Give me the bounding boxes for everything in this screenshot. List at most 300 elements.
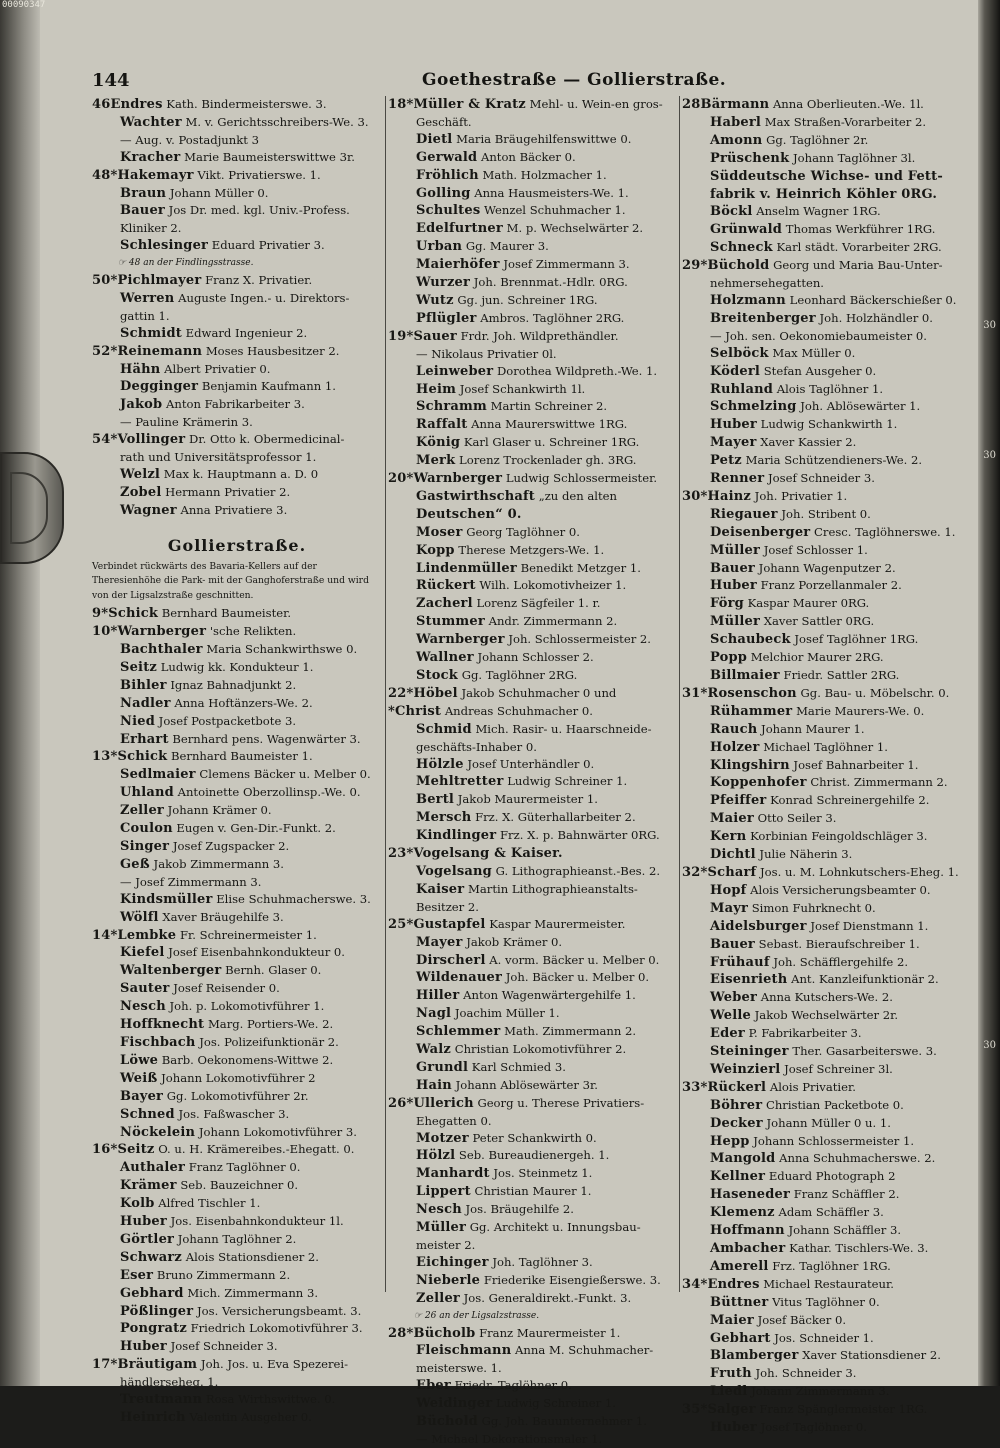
resident-name: Bayer: [120, 1088, 164, 1104]
resident-details: Thomas Werkführer 1RG.: [785, 222, 936, 237]
directory-entry: [682, 1312, 972, 1330]
resident-details: Anna Oberlieuten.-We. 1l.: [772, 97, 924, 111]
directory-entry: [682, 96, 972, 114]
resident-name: Gebhart: [710, 1330, 771, 1346]
entry-continuation: — Aug. v. Postadjunkt 3: [120, 132, 259, 147]
resident-details: Eduard Privatier 3.: [211, 238, 325, 253]
resident-details: Frz. X. Güterhallarbeiter 2.: [475, 810, 636, 825]
resident-name: Kindsmüller: [120, 891, 213, 907]
directory-entry: [92, 731, 382, 749]
resident-name: Görtler: [120, 1231, 175, 1247]
resident-name: Holzmann: [710, 292, 786, 308]
resident-details: Friederike Eisengießerswe. 3.: [483, 1272, 661, 1287]
resident-details: Josef Bahnarbeiter 1.: [793, 757, 919, 772]
directory-entry: [92, 909, 382, 927]
resident-name: Nesch: [120, 999, 166, 1015]
resident-details: 'sche Relikten.: [209, 624, 297, 639]
resident-details: Gg. Maurer 3.: [465, 239, 549, 254]
house-number: 31*: [682, 685, 708, 701]
resident-details: Leonhard Bäckerschießer 0.: [789, 292, 957, 307]
directory-entry: [388, 185, 678, 203]
resident-details: „zu den alten: [538, 488, 617, 503]
resident-details: Georg Taglöhner 0.: [466, 524, 580, 539]
directory-entry: [682, 1025, 972, 1043]
resident-details: Dorothea Wildpreth.-We. 1.: [496, 363, 658, 378]
resident-details: Jos. Generaldirekt.-Funkt. 3.: [463, 1290, 632, 1305]
resident-details: O. u. H. Krämereibes.-Ehegatt. 0.: [158, 1142, 355, 1157]
resident-name: Wildenauer: [416, 970, 503, 986]
resident-details: Josef Postpacketbote 3.: [158, 713, 297, 728]
resident-details: Lorenz Trockenlader gh. 3RG.: [459, 453, 637, 468]
resident-name: Nöckelein: [120, 1124, 196, 1140]
resident-name: Gebhard: [120, 1285, 184, 1301]
directory-entry: [682, 132, 972, 150]
resident-details: Joh. Schneider 3.: [755, 1366, 857, 1381]
directory-entry: [682, 239, 972, 257]
resident-details: Melchior Maurer 2RG.: [750, 650, 884, 665]
directory-entry: [682, 1276, 972, 1294]
directory-entry: [388, 1325, 678, 1343]
directory-entry: [388, 881, 678, 899]
directory-entry: [388, 452, 678, 470]
resident-name: Köderl: [710, 363, 761, 379]
directory-entry: [682, 1330, 972, 1348]
directory-entry: [92, 1124, 382, 1142]
resident-name: Blamberger: [710, 1348, 799, 1364]
resident-details: Benjamin Kaufmann 1.: [201, 379, 336, 394]
resident-details: Anton Bäcker 0.: [480, 149, 576, 164]
resident-details: Jos. Versicherungsbeamt. 3.: [197, 1303, 362, 1318]
resident-details: Moses Hausbesitzer 2.: [205, 343, 340, 358]
resident-details: Alois Taglöhner 1.: [776, 381, 884, 396]
resident-name: Löwe: [120, 1052, 159, 1068]
house-number: 48*: [92, 167, 118, 183]
directory-entry: [92, 502, 382, 520]
directory-entry: [682, 828, 972, 846]
directory-entry: [92, 802, 382, 820]
page-header: [92, 70, 960, 94]
resident-name: Holzer: [710, 739, 760, 755]
resident-details: Johann Zimmermann 3.: [751, 1384, 890, 1399]
resident-name: Endres: [707, 1276, 760, 1292]
resident-name: Mayer: [416, 934, 463, 950]
resident-details: Joachim Müller 1.: [454, 1006, 560, 1021]
house-number: 17*: [92, 1357, 118, 1373]
directory-entry: [388, 969, 678, 987]
resident-details: Joh. Privatier 1.: [754, 488, 848, 503]
directory-entry: [92, 290, 382, 308]
entry-continuation: Ehegatten 0.: [416, 1113, 492, 1128]
resident-details: Kathar. Tischlers-We. 3.: [789, 1241, 929, 1255]
resident-details: Hermann Privatier 2.: [165, 484, 291, 499]
resident-details: Alfred Tischler 1.: [158, 1196, 261, 1211]
resident-name: Riegauer: [710, 506, 778, 522]
resident-details: Math. Holzmacher 1.: [482, 167, 607, 182]
directory-entry: [682, 703, 972, 721]
resident-details: Max k. Hauptmann a. D. 0: [163, 467, 319, 482]
resident-name: Maier: [710, 1312, 754, 1328]
directory-entry: [682, 114, 972, 132]
directory-entry: [92, 149, 382, 167]
resident-name: Ullerich: [413, 1095, 474, 1111]
resident-name: Hain: [416, 1077, 452, 1093]
resident-details: Johann Müller 0 u. 1.: [766, 1115, 891, 1130]
resident-details: Wilh. Lokomotivheizer 1.: [479, 578, 627, 593]
entry-continuation: Kliniker 2.: [120, 221, 182, 236]
resident-name: Erhart: [120, 731, 169, 747]
directory-entry: [92, 272, 382, 290]
edge-mark: 30: [983, 1040, 996, 1051]
directory-entry: [682, 882, 972, 900]
resident-details: Ludwig Schreiner 1.: [507, 774, 628, 789]
resident-details: Josef Zimmermann 3.: [503, 257, 630, 272]
resident-name: Eber: [416, 1378, 451, 1394]
resident-details: Johann Taglöhner 3l.: [792, 150, 916, 165]
directory-entry: [388, 773, 678, 791]
resident-details: Karl Schmied 3.: [471, 1059, 566, 1074]
house-number: 18*: [388, 97, 414, 112]
directory-entry: [92, 1231, 382, 1249]
resident-name: Huber: [710, 417, 757, 433]
resident-details: Alois Versicherungsbeamter 0.: [750, 882, 931, 897]
resident-name: Zobel: [120, 484, 162, 500]
house-number: 23*: [388, 846, 414, 862]
directory-entry: [92, 998, 382, 1016]
resident-name: Popp: [710, 650, 748, 666]
directory-entry: [92, 1177, 382, 1195]
directory-entry: [388, 756, 678, 774]
column-2: [388, 96, 678, 1448]
resident-details: Joh. Holzhändler 0.: [819, 310, 933, 325]
resident-details: Frz. Taglöhner 1RG.: [772, 1258, 891, 1273]
directory-entry: [92, 1034, 382, 1052]
resident-details: Gg. Lokomotivführer 2r.: [166, 1088, 309, 1103]
resident-name: Waltenberger: [120, 963, 222, 979]
house-number: 16*: [92, 1142, 118, 1158]
resident-name: Bärmann: [700, 97, 770, 112]
resident-name: Bihler: [120, 677, 167, 693]
directory-entry: [92, 1391, 382, 1409]
resident-name: Höbel: [413, 685, 458, 701]
directory-entry: [682, 292, 972, 310]
resident-details: Dr. Otto k. Obermedicinal-: [189, 432, 345, 447]
resident-name: Dirscherl: [416, 952, 486, 968]
resident-name: Büchold: [707, 258, 770, 274]
resident-details: Joh. Bäcker u. Melber 0.: [505, 970, 650, 985]
resident-name: Zeller: [416, 1290, 460, 1306]
business-name: Deutschen“ 0.: [416, 506, 522, 522]
resident-name: Mayer: [710, 435, 757, 451]
directory-entry: [388, 256, 678, 274]
directory-entry: [92, 713, 382, 731]
resident-name: Jakob: [120, 397, 163, 413]
directory-entry: [682, 1061, 972, 1079]
directory-entry: [682, 1383, 972, 1401]
resident-details: Christian Lokomotivführer 2.: [454, 1042, 627, 1057]
street-description: Verbindet rückwärts des Bavaria-Kellers auf der Theresienhöhe die Park- mit der Ganghoferstraße und wird von der Ligsalzstraße geschnitten.: [92, 560, 369, 601]
resident-name: Weiß: [120, 1070, 158, 1086]
directory-entry: [682, 560, 972, 578]
directory-entry: [92, 856, 382, 874]
resident-name: Büttner: [710, 1294, 769, 1310]
resident-name: Golling: [416, 185, 471, 201]
resident-name: Pflügler: [416, 310, 477, 326]
directory-entry: [682, 900, 972, 918]
directory-entry: [388, 1377, 678, 1395]
column-divider: [679, 96, 680, 1292]
resident-name: Eichinger: [416, 1254, 489, 1270]
resident-name: Selböck: [710, 345, 769, 361]
resident-details: Jakob Krämer 0.: [466, 934, 563, 949]
directory-entry: [92, 695, 382, 713]
resident-name: Mersch: [416, 810, 472, 826]
directory-entry: [388, 1005, 678, 1023]
directory-entry: [388, 577, 678, 595]
resident-details: Seb. Bureaudienergeh. 1.: [458, 1148, 610, 1163]
directory-entry: [388, 274, 678, 292]
resident-name: Coulon: [120, 821, 173, 837]
resident-details: Math. Zimmermann 2.: [504, 1024, 637, 1039]
directory-entry: [388, 863, 678, 881]
resident-details: Franz X. Privatier.: [205, 273, 313, 288]
resident-details: Johann Wagenputzer 2.: [758, 560, 896, 575]
resident-name: Klingshirn: [710, 757, 790, 773]
directory-entry: [682, 506, 972, 524]
directory-entry: [92, 1213, 382, 1231]
resident-name: Endres: [110, 97, 163, 112]
resident-details: Jos. u. M. Lohnkutschers-Eheg. 1.: [760, 864, 959, 879]
resident-name: Nied: [120, 713, 155, 729]
resident-name: Bauer: [710, 560, 755, 576]
resident-name: Kaiser: [416, 881, 465, 897]
resident-details: Anna Privatiere 3.: [180, 502, 288, 517]
resident-details: Johann Krämer 0.: [167, 803, 272, 818]
resident-name: Hölzle: [416, 756, 464, 772]
resident-details: Josef Schreiner 3l.: [784, 1061, 893, 1076]
resident-details: Ludwig Schankwirth 1.: [760, 417, 898, 432]
directory-entry: [682, 1222, 972, 1240]
directory-entry: [682, 864, 972, 882]
resident-details: Franz Maurermeister 1.: [479, 1325, 621, 1340]
directory-entry: [92, 784, 382, 802]
resident-details: Clemens Bäcker u. Melber 0.: [199, 767, 371, 782]
resident-name: Fröhlich: [416, 167, 479, 183]
resident-name: Schneck: [710, 240, 773, 256]
resident-name: Mehltretter: [416, 774, 504, 790]
directory-entry: [92, 466, 382, 484]
directory-entry: [682, 452, 972, 470]
resident-details: Julie Näherin 3.: [759, 847, 853, 862]
directory-entry: [92, 944, 382, 962]
resident-details: Marie Maurers-We. 0.: [796, 703, 925, 718]
resident-name: Hoffmann: [710, 1223, 785, 1239]
resident-details: G. Lithographieanst.-Bes. 2.: [495, 863, 661, 878]
resident-name: Müller: [710, 614, 761, 630]
directory-entry: [388, 149, 678, 167]
house-number: 52*: [92, 343, 118, 359]
directory-entry: [388, 916, 678, 934]
resident-details: Friedrich Lokomotivführer 3.: [190, 1321, 363, 1336]
resident-details: Xaver Sattler 0RG.: [763, 614, 875, 629]
resident-name: Wallner: [416, 650, 474, 666]
directory-entry: [388, 952, 678, 970]
directory-entry: [92, 1141, 382, 1159]
directory-entry: [682, 774, 972, 792]
entry-continuation: — Joh. sen. Oekonomiebaumeister 0.: [710, 328, 927, 343]
resident-name: Schick: [108, 606, 159, 622]
resident-details: Anna Hoftänzers-We. 2.: [174, 695, 313, 710]
resident-details: Sebast. Bieraufschreiber 1.: [758, 936, 920, 951]
house-number: 29*: [682, 258, 708, 274]
resident-name: Lippert: [416, 1184, 471, 1200]
resident-details: Elise Schuhmacherswe. 3.: [216, 891, 371, 906]
directory-entry: [92, 1195, 382, 1213]
binder-clip: [0, 452, 64, 564]
resident-details: Xaver Bräugehilfe 3.: [162, 909, 284, 924]
resident-name: Kolb: [120, 1196, 155, 1212]
resident-name: Böckl: [710, 204, 753, 220]
resident-name: Billmaier: [710, 668, 780, 683]
resident-name: Stummer: [416, 614, 485, 630]
resident-details: Mich. Rasir- u. Haarschneide-: [475, 721, 652, 736]
entry-continuation: händlerseheg. 1.: [120, 1375, 219, 1390]
directory-entry: [682, 1204, 972, 1222]
resident-details: Franz Porzellanmaler 2.: [760, 578, 902, 593]
entry-continuation: Geschäft.: [416, 114, 472, 129]
entry-continuation: meister 2.: [416, 1238, 476, 1252]
resident-details: Georg u. Therese Privatiers-: [477, 1095, 645, 1110]
directory-entry: [388, 488, 678, 506]
resident-name: Zacherl: [416, 596, 473, 612]
house-number: 35*: [682, 1402, 708, 1418]
resident-details: Antoinette Oberzollinsp.-We. 0.: [177, 785, 361, 800]
directory-entry: [92, 361, 382, 379]
directory-entry: [388, 1272, 678, 1290]
resident-details: Jos. Bräugehilfe 2.: [465, 1202, 574, 1217]
resident-details: Frdr. Joh. Wildprethändler.: [460, 328, 619, 343]
directory-entry: [682, 810, 972, 828]
resident-details: Georg und Maria Bau-Unter-: [773, 258, 943, 273]
directory-entry: [388, 649, 678, 667]
house-number: 28*: [388, 1325, 414, 1341]
directory-entry: [92, 641, 382, 659]
resident-details: Jakob Zimmermann 3.: [153, 856, 284, 871]
directory-entry: [682, 1168, 972, 1186]
directory-entry: [388, 238, 678, 256]
resident-name: Kindlinger: [416, 828, 497, 844]
resident-name: Zeller: [120, 803, 164, 819]
resident-name: Hiller: [416, 988, 460, 1004]
directory-entry: [388, 1183, 678, 1201]
resident-name: Weinzierl: [710, 1061, 781, 1077]
entry-continuation: rath und Universitätsprofessor 1.: [120, 450, 317, 465]
resident-details: Albert Privatier 0.: [164, 361, 271, 376]
directory-entry: [388, 470, 678, 488]
directory-entry: [92, 659, 382, 677]
resident-name: Authaler: [120, 1160, 186, 1176]
resident-details: Konrad Schreinergehilfe 2.: [770, 793, 930, 808]
house-number: 30*: [682, 488, 708, 504]
directory-entry: [92, 1356, 382, 1374]
directory-entry: [682, 721, 972, 739]
directory-entry: [682, 1258, 972, 1276]
resident-name: Weidinger: [416, 1396, 493, 1412]
directory-entry: [388, 434, 678, 452]
resident-details: Martin Schreiner 2.: [490, 399, 608, 414]
directory-entry: [92, 962, 382, 980]
resident-details: M. p. Wechselwärter 2.: [506, 221, 644, 236]
resident-name: Nesch: [416, 1202, 462, 1218]
resident-name: Warnberger: [416, 632, 505, 648]
resident-name: Rückerl: [707, 1079, 767, 1095]
directory-entry: [682, 649, 972, 667]
resident-name: Schmidt: [120, 325, 182, 341]
directory-entry: [682, 1150, 972, 1168]
business-name: fabrik v. Heinrich Köhler 0RG.: [710, 186, 938, 202]
resident-name: Stock: [416, 668, 458, 683]
resident-name: Weber: [710, 990, 758, 1006]
resident-details: Andr. Zimmermann 2.: [488, 614, 618, 629]
resident-name: Prüschenk: [710, 150, 790, 166]
resident-name: Grundl: [416, 1059, 469, 1075]
directory-entry: [682, 1007, 972, 1025]
resident-name: Uhland: [120, 785, 174, 801]
resident-name: Heinrich: [120, 1410, 186, 1426]
directory-entry: [682, 971, 972, 989]
directory-entry: [388, 1147, 678, 1165]
resident-name: Ambacher: [710, 1241, 786, 1256]
resident-details: Therese Metzgers-We. 1.: [458, 542, 605, 557]
resident-details: Ther. Gasarbeiterswe. 3.: [792, 1044, 937, 1059]
resident-name: Wutz: [416, 292, 454, 308]
resident-details: Josef Schlosser 1.: [763, 542, 868, 557]
directory-entry: [682, 595, 972, 613]
resident-details: Josef Dienstmann 1.: [810, 918, 929, 933]
resident-details: Josef Schneider 3.: [768, 471, 875, 486]
house-number: 10*: [92, 624, 118, 640]
resident-details: Maria Schützendieners-We. 2.: [745, 453, 923, 468]
resident-name: Moser: [416, 524, 463, 540]
resident-details: Frz. X. p. Bahnwärter 0RG.: [500, 828, 660, 843]
resident-name: Eisenrieth: [710, 972, 788, 988]
resident-details: Maria Bräugehilfenswittwe 0.: [456, 131, 632, 146]
resident-details: Johann Taglöhner 2.: [177, 1231, 297, 1246]
resident-details: Johann Lokomotivführer 3.: [198, 1124, 357, 1139]
directory-entry: [92, 766, 382, 784]
directory-entry: [682, 345, 972, 363]
directory-entry: [92, 185, 382, 203]
resident-name: Haberl: [710, 114, 762, 130]
directory-entry: [682, 257, 972, 275]
entry-continuation: geschäfts-Inhaber 0.: [416, 739, 537, 754]
house-number: 22*: [388, 685, 414, 701]
resident-name: Förg: [710, 596, 744, 612]
resident-name: Schwarz: [120, 1249, 183, 1265]
directory-entry: [682, 150, 972, 168]
resident-details: Ant. Kanzleifunktionär 2.: [791, 972, 939, 987]
resident-details: Cresc. Taglöhnerswe. 1.: [814, 524, 956, 539]
book-gutter: [0, 0, 40, 1386]
resident-name: Pongratz: [120, 1321, 187, 1337]
resident-details: Kaspar Maurermeister.: [489, 916, 626, 931]
directory-entry: [682, 416, 972, 434]
resident-name: Heim: [416, 381, 457, 397]
resident-name: Bräutigam: [117, 1357, 198, 1373]
directory-entry: [388, 167, 678, 185]
resident-name: Rosenschon: [707, 685, 797, 701]
resident-details: Josef Taglöhner 1RG.: [794, 632, 919, 647]
resident-details: Benedikt Metzger 1.: [520, 560, 641, 575]
